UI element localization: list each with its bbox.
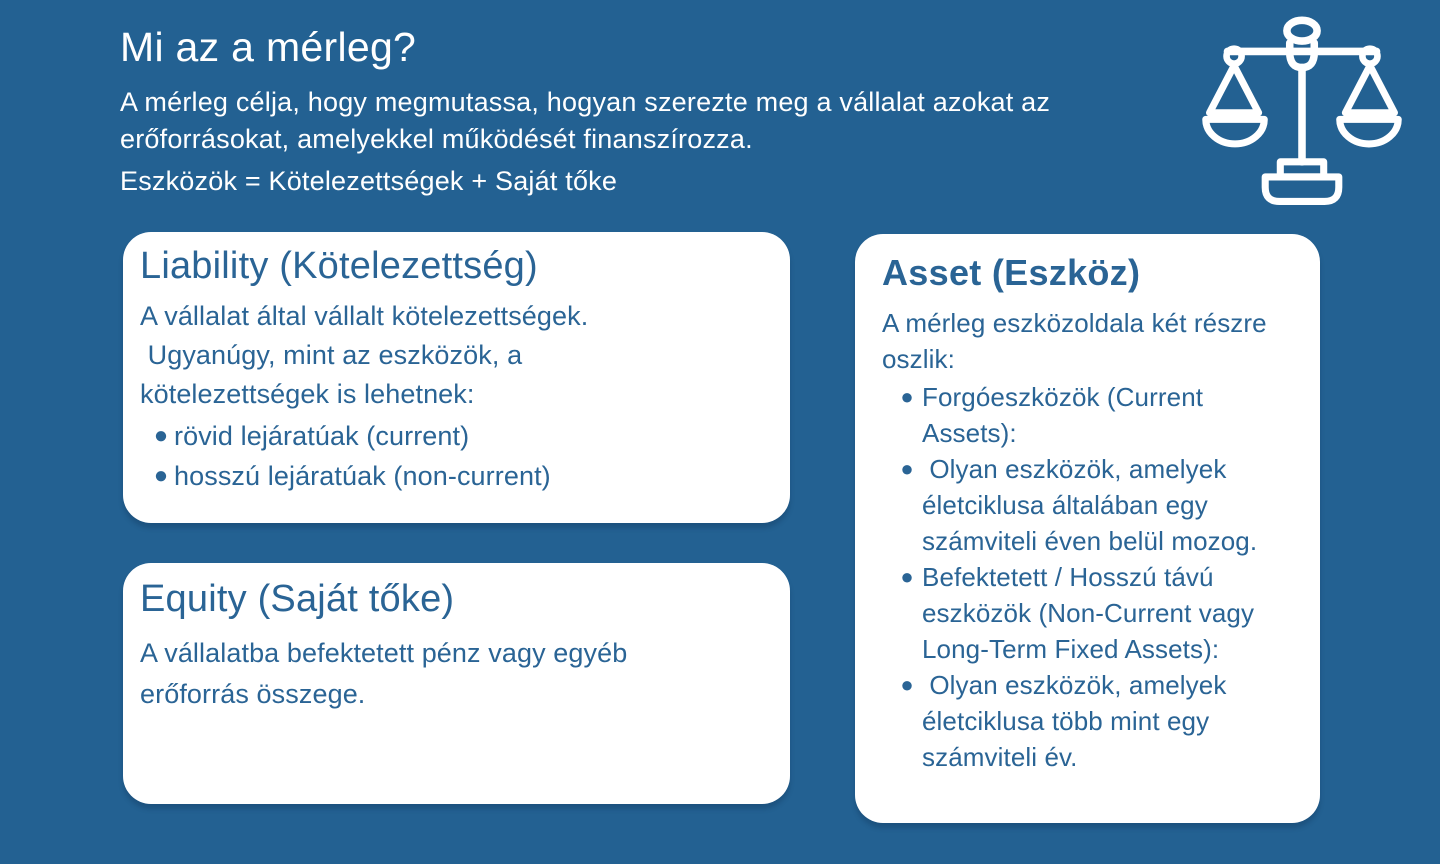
liability-body-line-1: A vállalat által vállalt kötelezettségek. — [140, 301, 589, 332]
equity-card-body — [140, 633, 772, 715]
asset-bullet-fixed-definition-text: Olyan eszközök, amelyek életciklusa több mint egy számviteli év. — [922, 669, 1234, 772]
liability-bullet-current-text: rövid lejáratúak (current) — [174, 421, 470, 452]
bullet-dot-icon: ● — [153, 462, 169, 490]
asset-bullet-current-definition — [882, 451, 1296, 559]
bullet-dot-icon: ● — [153, 422, 169, 450]
equity-card — [123, 563, 790, 804]
liability-card — [123, 232, 790, 523]
equity-body-line-2: erőforrás összege. — [140, 679, 366, 710]
equity-body-line-1: A vállalatba befektetett pénz vagy egyéb — [140, 638, 628, 669]
balance-scale-icon — [1202, 6, 1402, 212]
asset-bullet-current-assets-text: Forgóeszközök (Current Assets): — [922, 381, 1209, 448]
header-description — [120, 84, 1200, 158]
asset-card — [855, 234, 1320, 823]
asset-bullet-fixed-assets-text: Befektetett / Hosszú távú eszközök (Non-Current vagy Long-Term Fixed Assets): — [922, 561, 1262, 664]
liability-card-title: Liability (Kötelezettség) — [140, 245, 538, 287]
liability-card-body — [140, 297, 772, 414]
asset-bullet-fixed-assets — [882, 559, 1296, 667]
liability-body-line-2: Ugyanúgy, mint az eszközök, a — [140, 340, 523, 371]
asset-bullet-current-assets — [882, 379, 1296, 451]
accounting-equation: Eszközök = Kötelezettségek + Saját tőke — [120, 166, 618, 196]
asset-card-intro — [882, 305, 1296, 377]
liability-bullet-non-current-text: hosszú lejáratúak (non-current) — [174, 461, 551, 492]
liability-bullet-current — [140, 416, 772, 456]
bullet-dot-icon: ● — [900, 563, 914, 589]
bullet-dot-icon: ● — [900, 455, 914, 481]
bullet-dot-icon: ● — [900, 671, 914, 697]
liability-bullet-list — [140, 416, 772, 496]
page-title: Mi az a mérleg? — [120, 24, 417, 70]
asset-bullet-current-definition-text: Olyan eszközök, amelyek életciklusa általában egy számviteli éven belül mozog. — [922, 453, 1258, 556]
header-description-line-2: erőforrásokat, amelyekkel működését finanszírozza. — [120, 124, 753, 154]
asset-card-title: Asset (Eszköz) — [882, 252, 1141, 293]
header — [120, 24, 1200, 200]
liability-body-line-3: kötelezettségek is lehetnek: — [140, 379, 475, 410]
balance-scale-svg — [1202, 6, 1402, 212]
header-description-line-1: A mérleg célja, hogy megmutassa, hogyan szerezte meg a vállalat azokat az — [120, 87, 1051, 117]
bullet-dot-icon: ● — [900, 383, 914, 409]
asset-intro-line-2: oszlik: — [882, 343, 955, 374]
liability-bullet-non-current — [140, 456, 772, 496]
asset-bullet-fixed-definition — [882, 667, 1296, 775]
equity-card-title: Equity (Saját tőke) — [140, 578, 455, 620]
asset-bullet-list — [882, 379, 1296, 775]
asset-intro-line-1: A mérleg eszközoldala két részre — [882, 307, 1267, 338]
